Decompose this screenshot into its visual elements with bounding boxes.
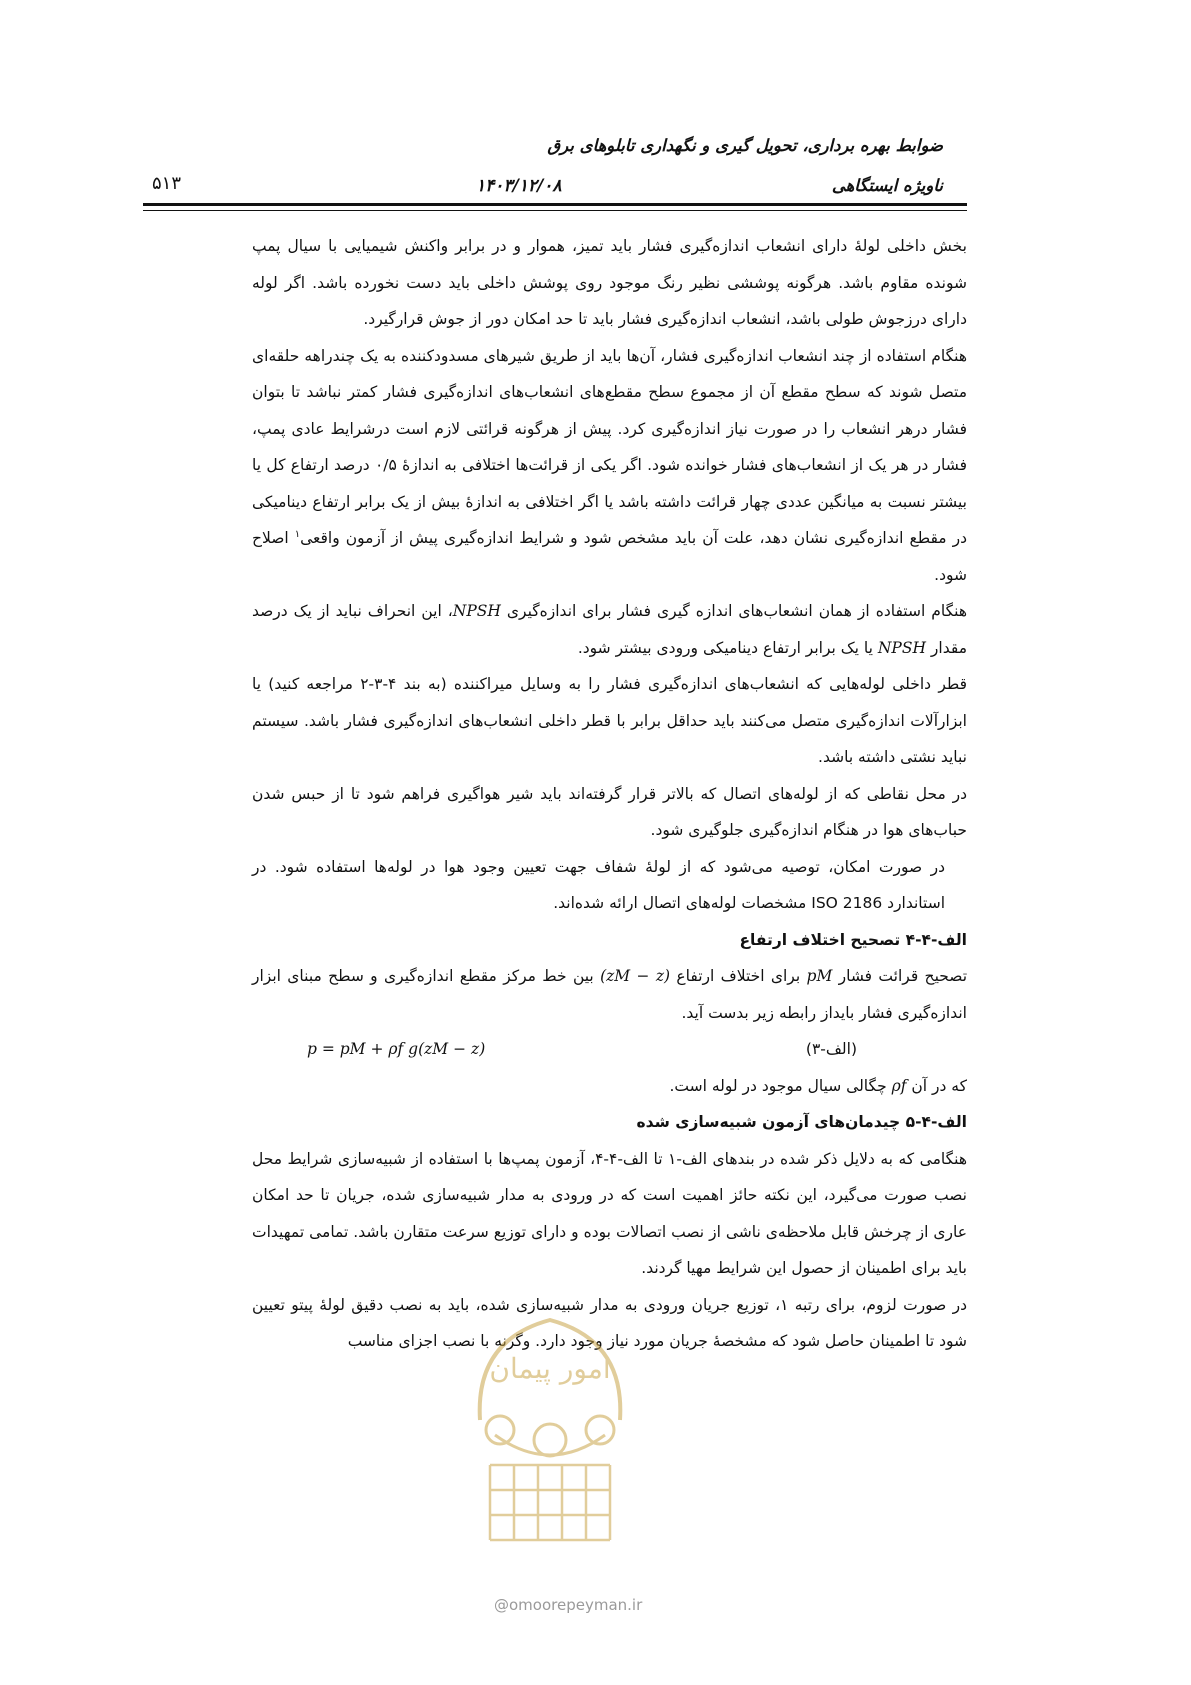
page-number: ۵۱۳: [152, 173, 182, 194]
paragraph: قطر داخلی لوله‌هایی که انشعاب‌های اندازه‌گیری فشار را به وسایل میراکننده (به بند ۴-۳-۲ مراجعه کنید) یا ابزارآلات اندازه‌گیری متصل می‌کنند باید حداقل برابر با قطر داخلی انشعاب‌های اندازه‌گیری فشار باشد. سیستم نباید نشتی داشته باشد.: [252, 675, 967, 766]
paragraph: هنگام استفاده از همان انشعاب‌های اندازه گیری فشار برای اندازه‌گیری NPSH، این انحراف نباید از یک درصد مقدار NPSH یا یک برابر ارتفاع دینامیکی ورودی بیشتر شود.: [252, 602, 967, 657]
equation: p = pM + ρf g(zM − z): [307, 1040, 486, 1058]
watermark-logo: [455, 1300, 645, 1580]
npsh-term: NPSH: [452, 602, 501, 620]
running-header-subtitle: ناویژه ایستگاهی: [831, 176, 943, 195]
paragraph: هنگامی که به دلایل ذکر شده در بندهای الف-۱ تا الف-۴-۴، آزمون پمپ‌ها با استفاده از شبیه‌سازی شرایط محل نصب صورت می‌گیرد، این نکته حائز اهمیت است که در ورودی به مدار شبیه‌سازی شده، جریان تا حد امکان عاری از چرخش قابل ملاحظه‌ی ناشی از نصب اتصالات بوده و دارای توزیع سرعت متقارن باشد. تمامی تمهیدات باید برای اطمینان از حصول این شرایط مهیا گردند.: [252, 1149, 968, 1277]
logo-emblems: [486, 1416, 614, 1456]
header-rule-thin: [143, 210, 967, 211]
paragraph: هنگام استفاده از چند انشعاب اندازه‌گیری فشار، آن‌ها باید از طریق شیرهای مسدودکننده به یک چندراهه حلقه‌ای متصل شوند که سطح مقطع آن از مجموع سطح مقطع‌های انشعاب‌های اندازه‌گیری فشار کمتر نباشد تا بتوان فشار درهر انشعاب را در صورت نیاز اندازه‌گیری کرد. پیش از هرگونه قرائتی لازم است درشرایط عادی پمپ، فشار در هر یک از انشعاب‌های فشار خوانده شود. اگر یکی از قرائت‌ها اختلافی به اندازهٔ ۰/۵ درصد ارتفاع کل یا بیشتر نسبت به میانگین عددی چهار قرائت داشته باشد یا اگر اختلافی به اندازهٔ بیش از یک برابر ارتفاع دینامیکی در مقطع اندازه‌گیری نشان دهد، علت آن باید مشخص شود و شرایط اندازه‌گیری پیش از آزمون واقعی$^۱$ اصلاح شود.: [252, 346, 968, 584]
running-header-title: ضوابط بهره برداری، تحویل گیری و نگهداری تابلوهای برق: [547, 136, 943, 155]
equation-number: (الف-۳): [805, 1040, 857, 1058]
body-text: [252, 228, 967, 1360]
paragraph: در صورت امکان، توصیه می‌شود که از لولهٔ شفاف جهت تعیین وجود هوا در لوله‌ها استفاده شود. در استاندارد ISO 2186 مشخصات لوله‌های اتصال ارائه شده‌اند.: [252, 857, 945, 912]
paragraph: بخش داخلی لولهٔ دارای انشعاب اندازه‌گیری فشار باید تمیز، هموار و در برابر واکنش شیمیایی با سیال پمپ شونده مقاوم باشد. هرگونه پوششی نظیر رنگ موجود روی پوشش داخلی باید دست نخورده باشد. اگر لوله دارای درزجوش طولی باشد، انشعاب اندازه‌گیری فشار باید تا حد امکان دور از جوش قرارگیرد.: [252, 237, 967, 328]
section-heading: الف-۴-۴ تصحیح اختلاف ارتفاع: [739, 930, 967, 949]
watermark-url: @omoorepeyman.ir: [494, 1596, 643, 1614]
section-heading: الف-۴-۵ چیدمان‌های آزمون شبیه‌سازی شده: [636, 1113, 967, 1131]
equation-row: [252, 1031, 967, 1068]
density-symbol: ρf: [891, 1076, 907, 1095]
paragraph: در محل نقاطی که از لوله‌های اتصال که بالاتر قرار گرفته‌اند باید شیر هواگیری فراهم شود تا از حبس شدن حباب‌های هوا در هنگام اندازه‌گیری جلوگیری شود.: [252, 784, 967, 839]
logo-lettering: امور پیمان: [489, 1352, 611, 1385]
paragraph: در صورت لزوم، برای رتبه ۱، توزیع جریان ورودی به مدار شبیه‌سازی شده، باید به نصب دقیق لولهٔ پیتو تعیین شود تا اطمینان حاصل شود که مشخصهٔ جریان مورد نیاز وجود دارد. وگرنه با نصب اجزای مناسب: [252, 1295, 968, 1350]
height-difference-symbol: (zM − z): [600, 967, 671, 985]
footnote-mark: ۱: [294, 528, 301, 540]
logo-grid: [490, 1465, 610, 1540]
pressure-symbol: pM: [806, 967, 833, 985]
npsh-term: NPSH: [877, 638, 926, 657]
paragraph: که در آن ρf چگالی سیال موجود در لوله است.: [669, 1076, 967, 1095]
paragraph: تصحیح قرائت فشار pM برای اختلاف ارتفاع (zM − z) بین خط مرکز مقطع اندازه‌گیری و سطح مبنای ابزار اندازه‌گیری فشار بایداز رابطه زیر بدست آید.: [252, 967, 968, 1022]
header-date: ۱۴۰۳/۱۲/۰۸: [476, 176, 562, 196]
header-rule-thick: [143, 203, 967, 206]
